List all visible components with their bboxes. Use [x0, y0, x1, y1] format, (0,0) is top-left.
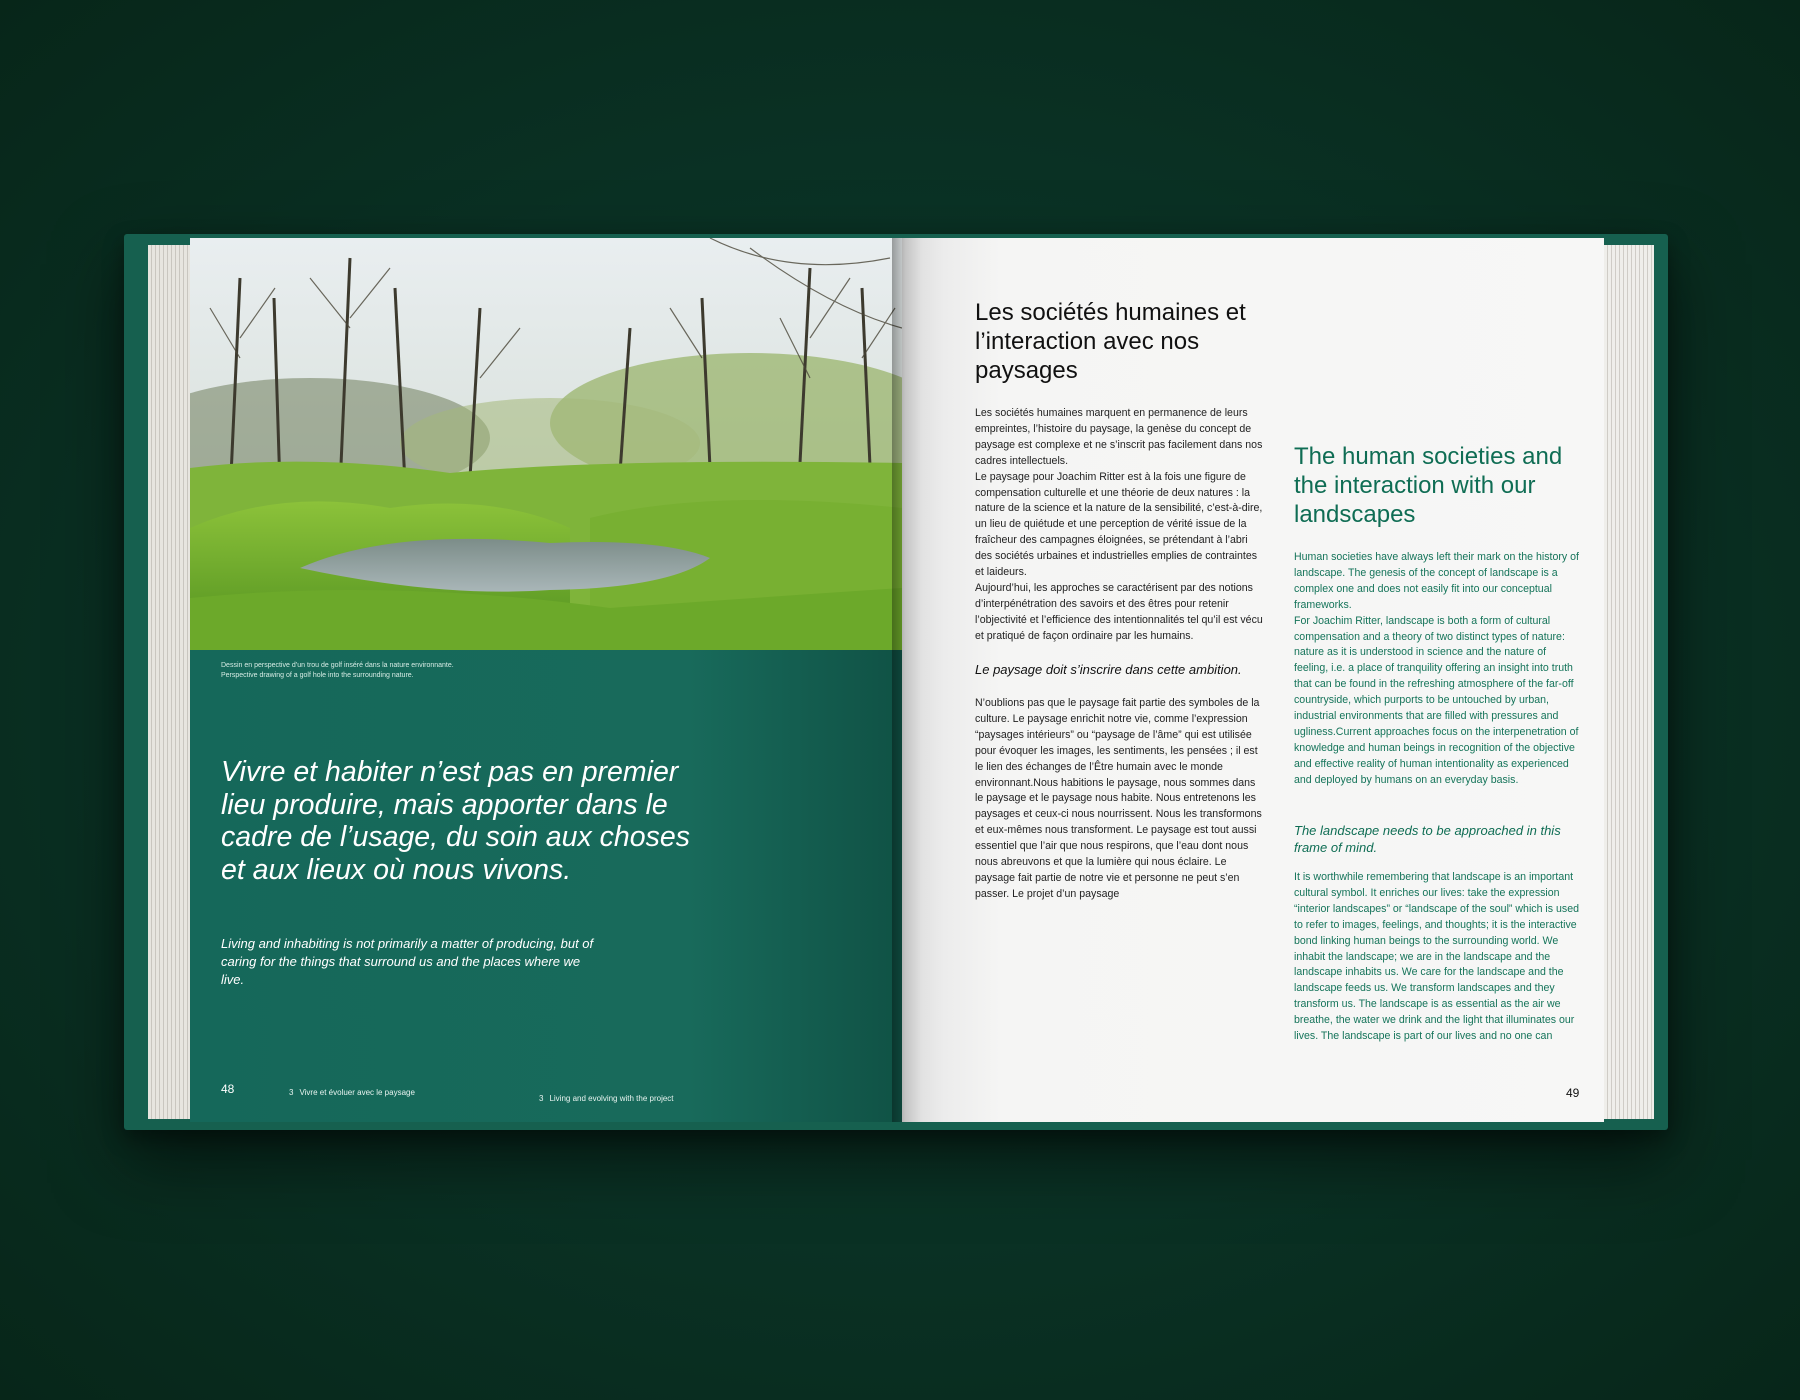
- body-fr-2: N’oublions pas que le paysage fait partie des symboles de la culture. Le paysage enrichit notre vie, comme l’expression “paysages intérieurs” ou “paysage de l’âme” qui est utilisée pour évoquer les images, les sentiments, les pensées ; il est le lien des échanges de l’Être humain avec le monde environnant.Nous habitions le paysage, nous sommes dans le paysage et le paysage nous habite. Nous entretenons les paysages et ceux-ci nous nourrissent. Nous les transformons et eux-mêmes nous transforment. Le paysage est tout aussi essentiel que l’air que nous respirons, que l’eau dont nous nous abreuvons et que la lumière qui nous éclaire. Le paysage fait partie de notre vie et personne ne peut s’en passer. Le projet d’un paysage: [975, 697, 1262, 900]
- body-en-paragraph: For Joachim Ritter, landscape is both a form of cultural compensation and a theory of two distinct types of nature: nature as it is understood in science and the nature of feeling, i.e. a place of tranquility offering an insight into truth that can be found in the refreshing atmosphere of the far-off countryside, which purports to be untouched by urban, industrial environments that are filled with pressures and ugliness.Current approaches focus on the interpenetration of knowledge and human beings in recognition of the objective and effective reality of human intentionality as experienced and deployed by humans on an everyday basis.: [1294, 614, 1579, 786]
- page-number-right: 49: [1566, 1086, 1580, 1100]
- running-head-en-text: Living and evolving with the project: [549, 1094, 674, 1103]
- body-fr-paragraph: Les sociétés humaines marquent en permanence de leurs empreintes, l’histoire du paysage, la genèse du concept de paysage est complexe et ne s’inscrit pas facilement dans nos cadres intellectuels.: [975, 407, 1263, 467]
- book-spine-shadow: [892, 238, 922, 1122]
- page-number-left: 48: [221, 1082, 235, 1096]
- running-head-en: [539, 1094, 674, 1103]
- pull-quote-en: Living and inhabiting is not primarily a matter of producing, but of caring for the things that surround us and the places where we live.: [221, 936, 594, 987]
- title-en: The human societies and the interaction with our landscapes: [1294, 443, 1563, 528]
- right-page: [902, 238, 1604, 1122]
- caption-fr: Dessin en perspective d’un trou de golf inséré dans la nature environnante.: [221, 662, 454, 669]
- emphasis-fr: Le paysage doit s’inscrire dans cette ambition.: [975, 662, 1242, 677]
- page-edges-right: [1604, 245, 1654, 1119]
- pull-quote-fr: Vivre et habiter n’est pas en premier lieu produire, mais apporter dans le cadre de l’usage, du soin aux choses et aux lieux où nous vivons.: [221, 756, 690, 886]
- emphasis-en: The landscape needs to be approached in this frame of mind.: [1294, 823, 1561, 855]
- page-edges-left: [148, 245, 190, 1119]
- caption-en: Perspective drawing of a golf hole into the surrounding nature.: [221, 672, 414, 679]
- body-en-2: It is worthwhile remembering that landscape is an important cultural symbol. It enriches our lives: take the expression “interior landscapes” or “landscape of the soul” which is used to refer to images, feelings, and thoughts; it is the interactive bond linking human beings to the surrounding world. We inhabit the landscape; we are in the landscape and the landscape inhabits us. We care for the landscape and the landscape feeds us. We transform landscapes and they transform us. The landscape is as essential as the air we breathe, the water we drink and the light that illuminates our lives. The landscape is part of our lives and no one can: [1294, 871, 1579, 1043]
- body-en: [1294, 550, 1579, 789]
- running-head-fr-text: Vivre et évoluer avec le paysage: [299, 1088, 415, 1097]
- running-head-fr-number: 3: [289, 1088, 294, 1097]
- body-en-paragraph: Human societies have always left their mark on the history of landscape. The genesis of the concept of landscape is a complex one and does not easily fit into our conceptual frameworks.: [1294, 551, 1579, 611]
- body-fr-paragraph: Le paysage pour Joachim Ritter est à la fois une figure de compensation culturelle et une théorie de deux natures : la nature de la science et la nature de la sensibilité, c’est-à-dire, un lieu de quiétude et une perception de vérité issue de la fraîcheur des campagnes éloignées, se prétendant à l’abri des sociétés urbaines et industrielles emplies de contraintes et laideurs.: [975, 470, 1263, 579]
- body-fr: [975, 406, 1265, 645]
- title-fr: Les sociétés humaines et l’interaction avec nos paysages: [975, 299, 1246, 384]
- body-fr-paragraph: Aujourd’hui, les approches se caractérisent par des notions d’interpénétration des savoirs et des êtres pour retenir l’objectivité et l’efficience des intentionnalités tel qu’il est vécu et pratiqué de façon ordinaire par les humains.: [975, 581, 1263, 642]
- photo-caption: [221, 661, 621, 681]
- left-page: [190, 238, 902, 1122]
- running-head-en-number: 3: [539, 1094, 544, 1103]
- running-head-fr: [289, 1088, 415, 1097]
- landscape-photo: [190, 238, 902, 650]
